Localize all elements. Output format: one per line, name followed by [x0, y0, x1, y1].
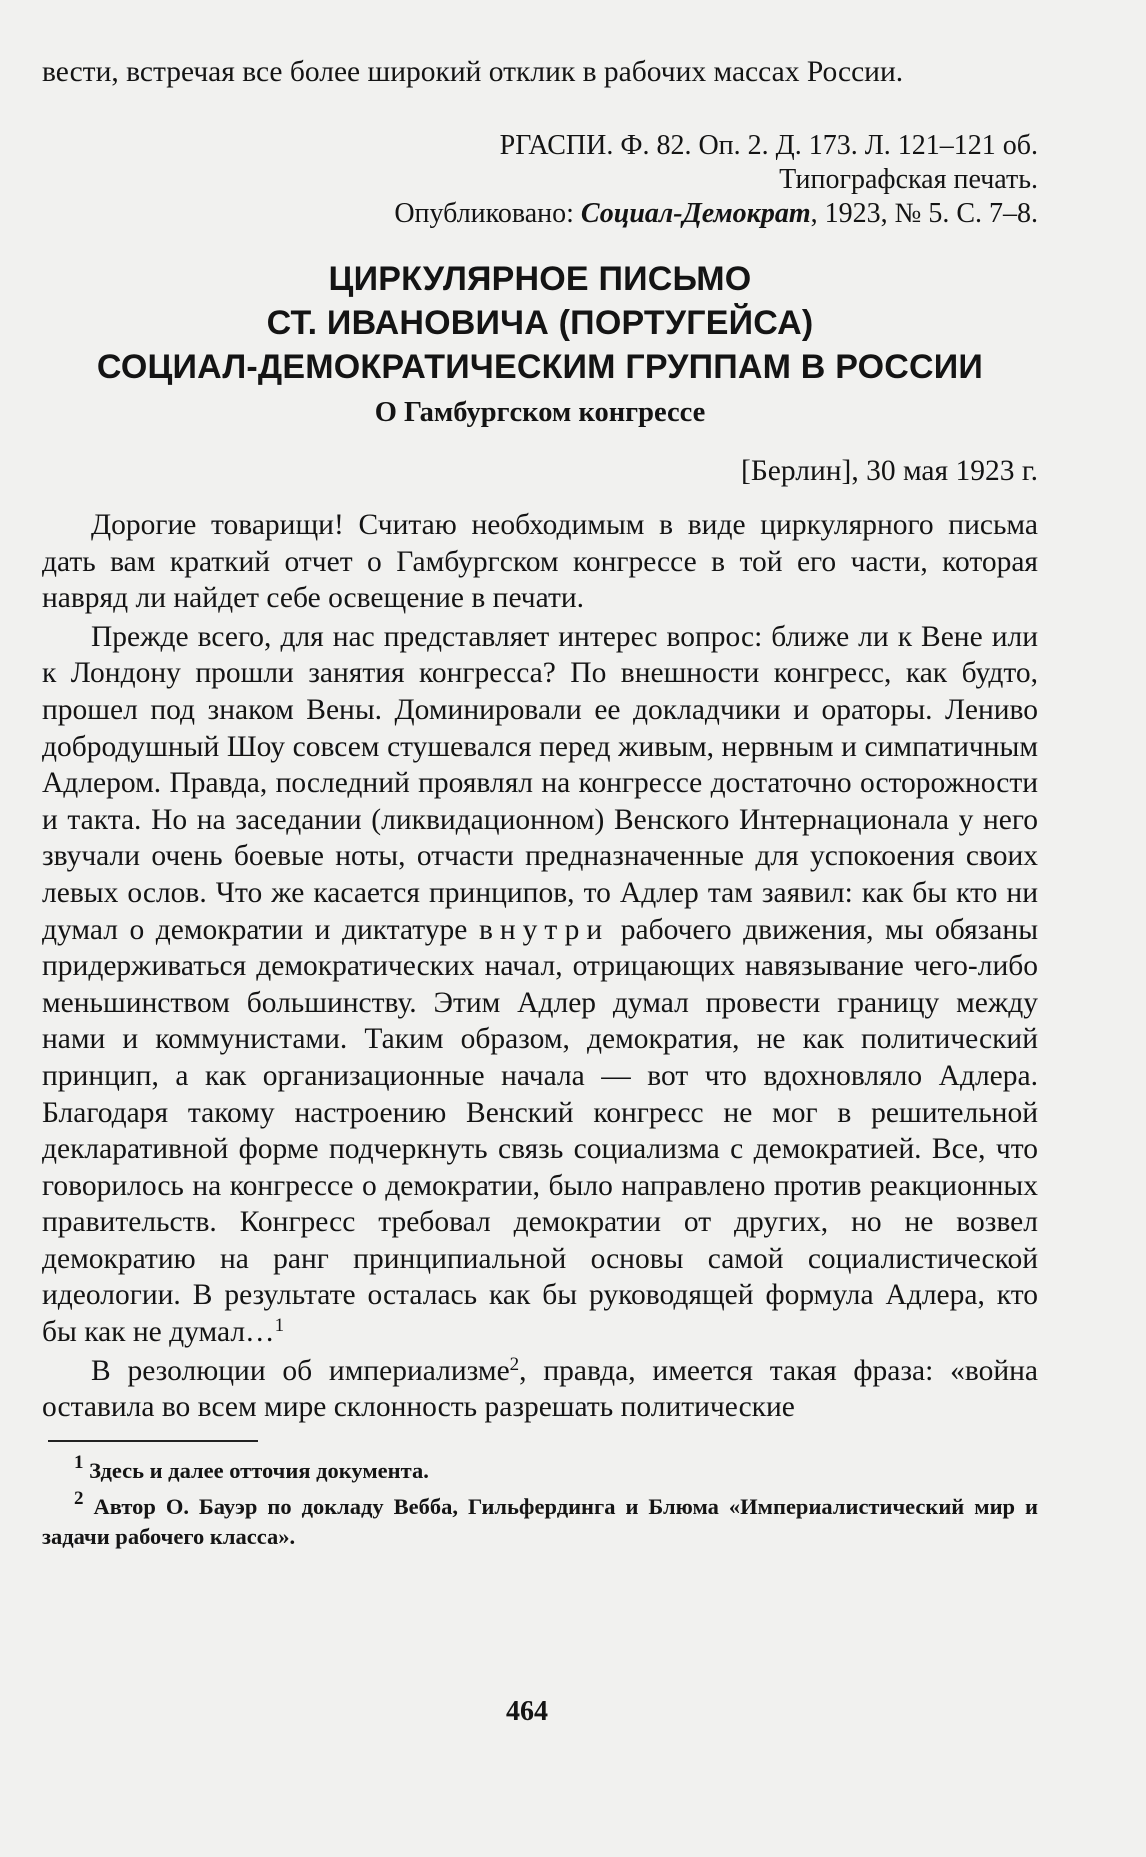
paragraph-3	[42, 1353, 1038, 1426]
letter-body	[42, 507, 1038, 1426]
page-number: 464	[506, 1696, 548, 1727]
document-title	[42, 257, 1038, 433]
archival-source	[42, 129, 1038, 231]
paragraph-3-part-b: , правда, имеется такая фраза: «война оставила во всем мире склонность разрешать политические	[42, 1354, 1038, 1424]
paragraph-2-part-b: рабочего движения, мы обязаны придерживаться демократических начал, отрицающих навязывание чего-либо меньшинством большинству. Этим Адлер думал провести границу между нами и коммунистами. Таким образом, демократия, не как политический принцип, а как организационные начала — вот что вдохновляло Адлера. Благодаря такому настроению Венский конгресс не мог в решительной декларативной форме подчеркнуть связь социализма с демократией. Все, что говорилось на конгрессе о демократии, было направлено против реакционных правительств. Конгресс требовал демократии от других, но не возвел демократию на ранг принципиальной основы самой социалистической идеологии. В результате осталась как бы руководящей формула Адлера, кто бы как не думал…	[42, 913, 1039, 1349]
paragraph-1: Дорогие товарищи! Считаю необходимым в виде циркулярного письма дать вам краткий отчет о Гамбургском конгрессе в той его части, которая навряд ли найдет себе освещение в печати.	[42, 509, 1038, 615]
published-prefix: Опубликовано:	[394, 198, 581, 229]
emphasized-word: внутри	[478, 913, 610, 946]
footnote-1-text: Здесь и далее отточия документа.	[89, 1457, 429, 1483]
carryover-text: вести, встречая все более широкий отклик в рабочих массах России.	[42, 56, 904, 88]
place-date: [Берлин], 30 мая 1923 г.	[741, 455, 1038, 487]
publication-note	[42, 197, 1038, 231]
title-line-1: ЦИРКУЛЯРНОЕ ПИСЬМО	[328, 260, 752, 298]
footnotes	[42, 1451, 1038, 1552]
published-journal: Социал-Демократ	[580, 198, 811, 229]
paragraph-2-part-a: Прежде всего, для нас представляет интерес вопрос: ближе ли к Вене или к Лондону прошли занятия конгресса? По внешности конгресс, как будто, прошел под знаком Вены. Доминировали ее докладчики и ораторы. Лениво добродушный Шоу совсем стушевался перед живым, нервным и симпатичным Адлером. Правда, последний проявлял на конгрессе достаточно осторожности и такта. Но на заседании (ликвидационном) Венского Интернационала у него звучали очень боевые ноты, отчасти предназначенные для успокоения своих левых ослов. Что же касается принципов, то Адлер там заявил: как бы кто ни думал о демократии и диктатуре	[42, 620, 1038, 946]
footnote-ref-2: 2	[509, 1353, 520, 1375]
archive-reference: РГАСПИ. Ф. 82. Оп. 2. Д. 173. Л. 121–121 об.	[499, 130, 1038, 161]
footnote-ref-1: 1	[274, 1315, 285, 1337]
footnote-1-number: 1	[74, 1451, 84, 1473]
title-line-3: СОЦИАЛ-ДЕМОКРАТИЧЕСКИМ ГРУППАМ В РОССИИ	[96, 348, 984, 386]
document-subtitle: О Гамбургском конгрессе	[374, 397, 706, 428]
footnote-2	[42, 1487, 1038, 1552]
footnote-1	[42, 1451, 1038, 1486]
footnote-2-number: 2	[74, 1487, 84, 1509]
print-type: Типографская печать.	[779, 164, 1038, 195]
published-suffix: , 1923, № 5. С. 7–8.	[810, 198, 1038, 229]
title-line-2: СТ. ИВАНОВИЧА (ПОРТУГЕЙСА)	[266, 304, 814, 342]
footnote-2-text: Автор О. Бауэр по докладу Вебба, Гильфердинга и Блюма «Империалистический мир и задачи рабочего класса».	[42, 1493, 1038, 1549]
paragraph-2	[42, 619, 1038, 1351]
footnote-divider	[48, 1440, 258, 1442]
paragraph-3-part-a: В резолюции об империализме	[91, 1354, 510, 1387]
